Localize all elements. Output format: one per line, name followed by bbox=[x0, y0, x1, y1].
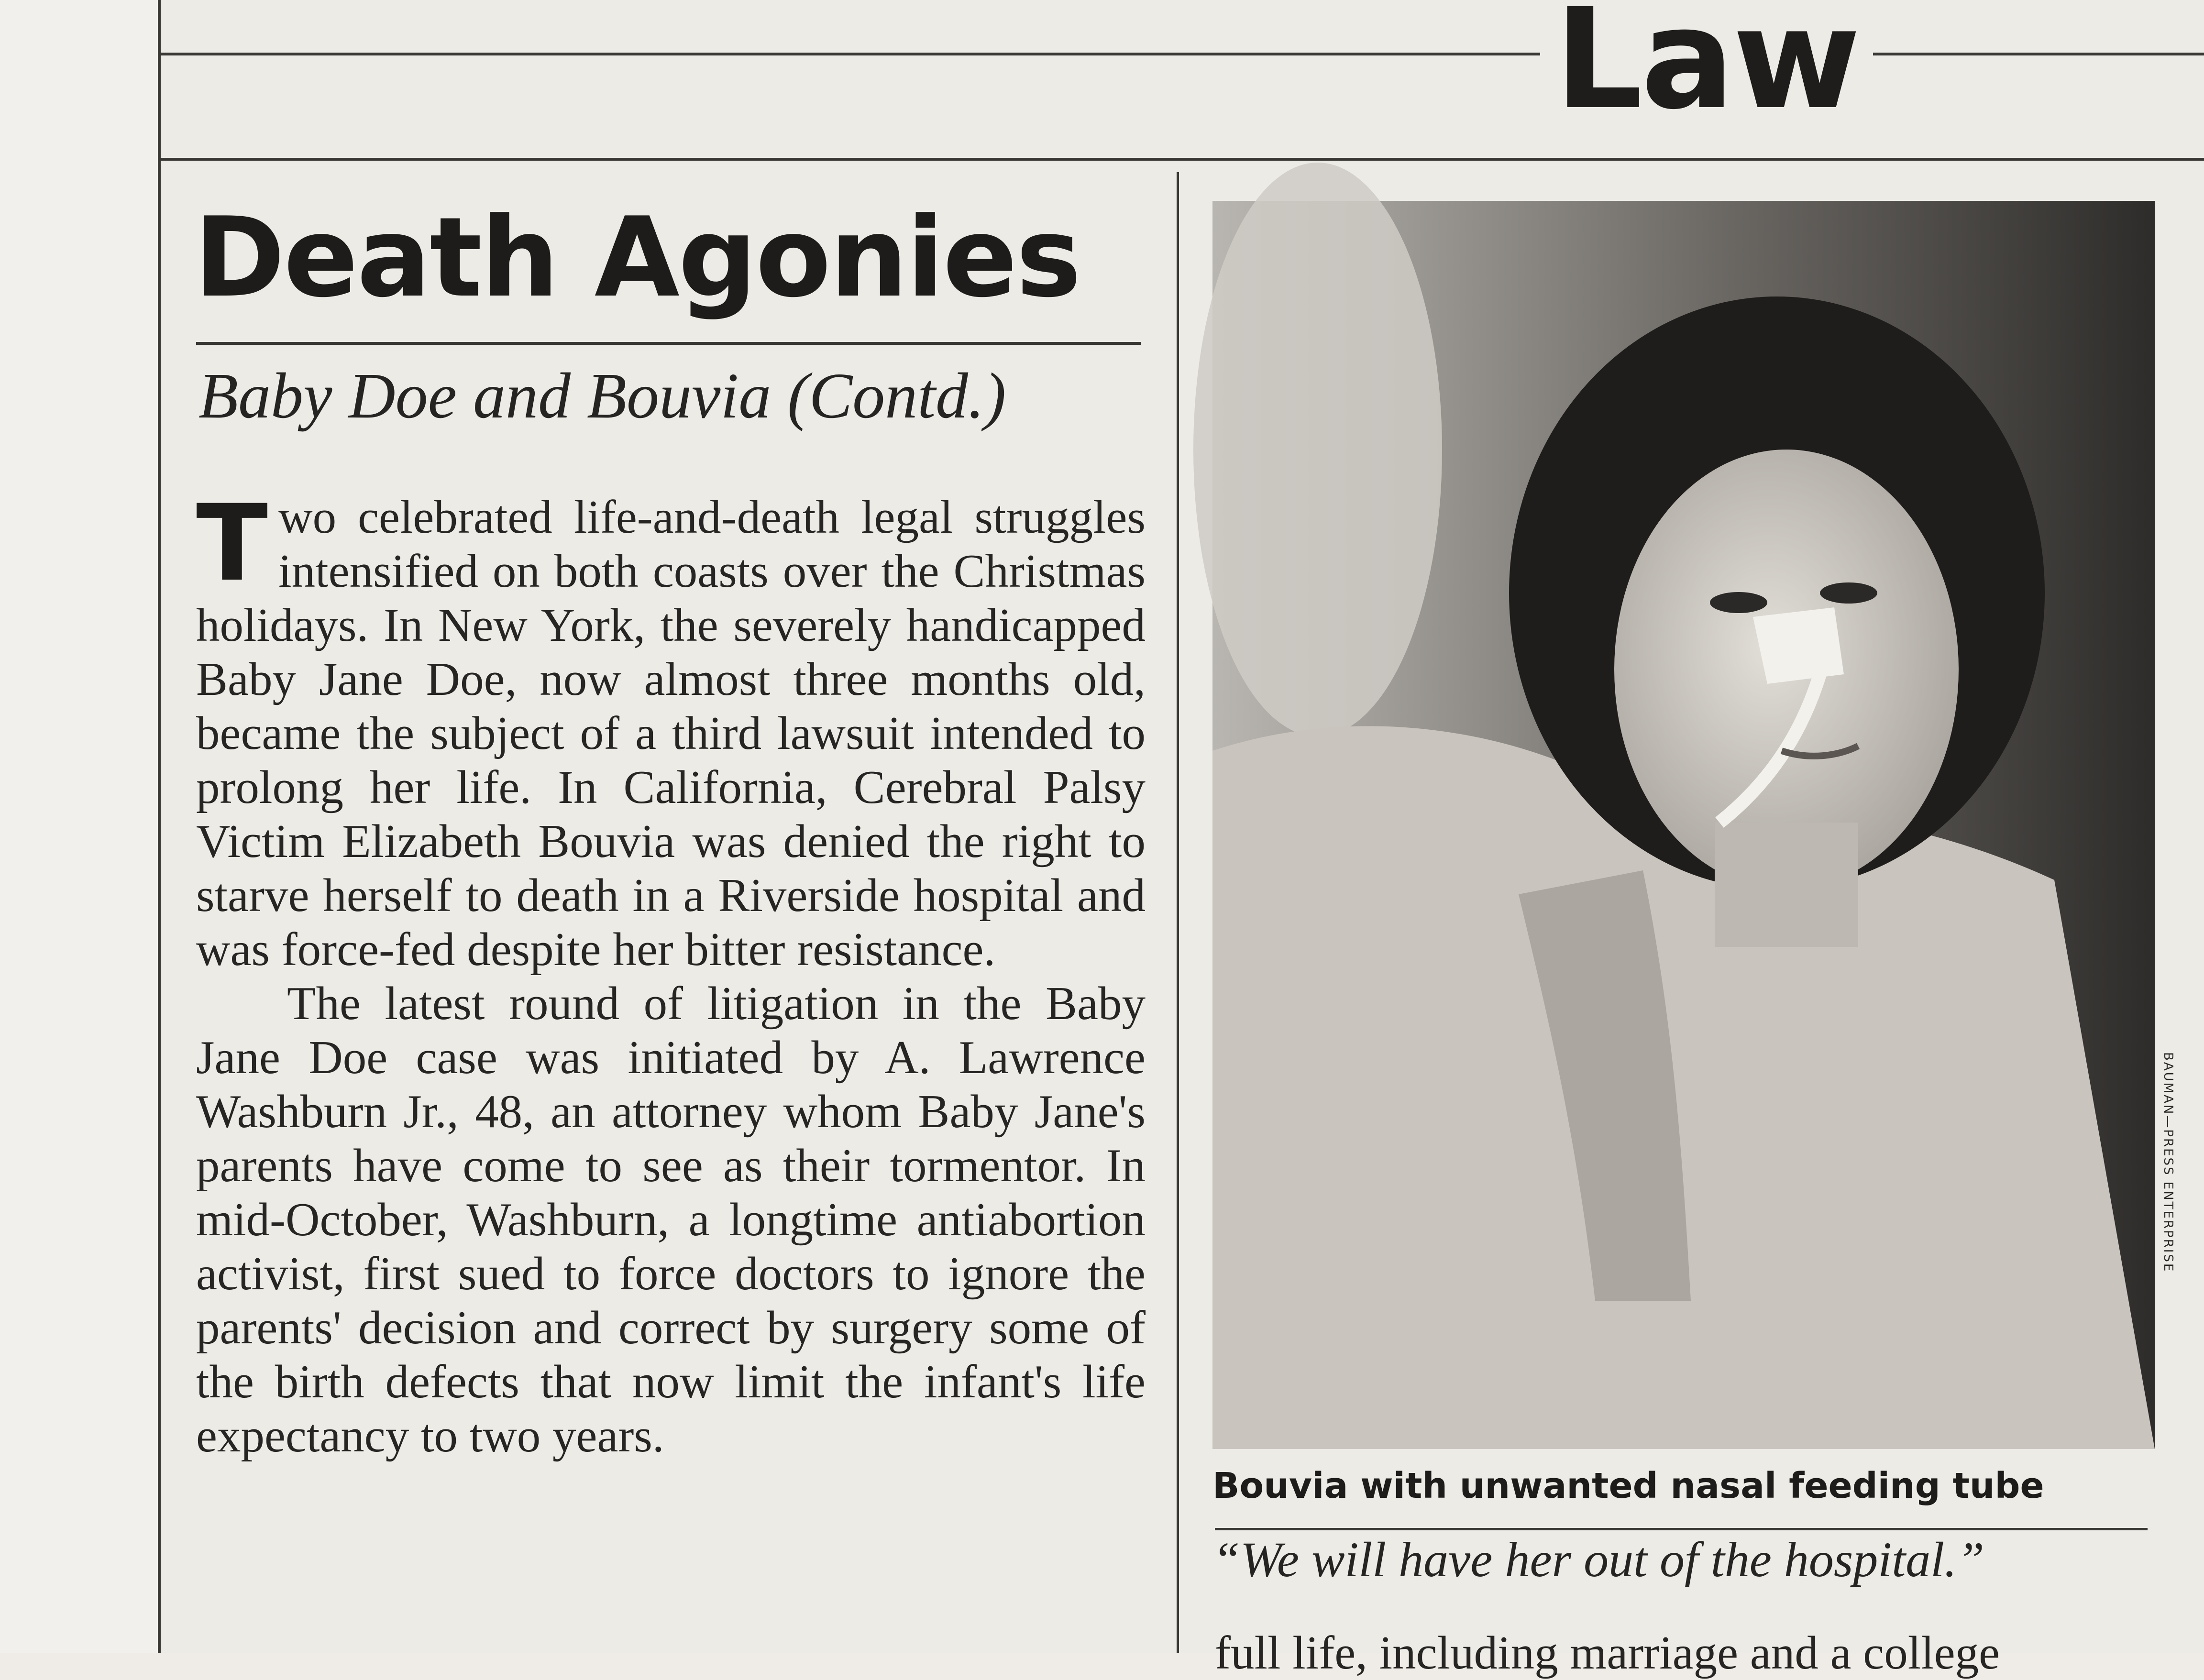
pull-quote: “We will have her out of the hospital.” bbox=[1212, 1532, 1984, 1587]
article-photo bbox=[1212, 201, 2155, 1449]
photo-credit: BAUMAN—PRESS ENTERPRISE bbox=[2161, 1052, 2175, 1273]
paragraph-text: wo celebrated life-and-death legal struggles intensified on both coasts over the Christmas holidays. In New York, the severely handicapped Baby Jane Doe, now almost three months old, became the subject of a third lawsuit intended to prolong her life. In California, Cerebral Palsy Victim Elizabeth Bouvia was denied the right to starve herself to death in a Riverside hospital and was force-fed despite her bitter resistance. bbox=[196, 491, 1146, 976]
headline-underline bbox=[196, 342, 1141, 345]
article-paragraph: The latest round of litigation in the Baby Jane Doe case was initiated by A. Lawrence Washburn Jr., 48, an attorney whom Baby Jane's parents have come to see as their tormentor. In mid-October, Washburn, a longtime antiabortion activist, first sued to force doctors to ignore the parents' decision and correct by surgery some of the birth defects that now limit the infant's life expectancy to two years. bbox=[196, 977, 1146, 1462]
page-margin bbox=[0, 0, 158, 1653]
article-paragraph bbox=[196, 482, 1146, 977]
photo-caption: Bouvia with unwanted nasal feeding tube bbox=[1212, 1465, 2044, 1506]
header-rule-top bbox=[158, 53, 2204, 55]
article-deck: Baby Doe and Bouvia (Contd.) bbox=[198, 360, 1006, 432]
continued-text: full life, including marriage and a college bbox=[1215, 1627, 2000, 1679]
article-left-rule bbox=[158, 158, 160, 1653]
column-divider bbox=[1177, 172, 1179, 1653]
header-rule-bottom bbox=[158, 158, 2204, 161]
section-label: Law bbox=[1540, 0, 1873, 129]
article-body bbox=[196, 482, 1146, 1463]
drop-cap: T bbox=[196, 482, 268, 604]
article-headline: Death Agonies bbox=[194, 194, 1080, 322]
caption-underline bbox=[1215, 1528, 2148, 1530]
photo-image bbox=[1212, 201, 2155, 1449]
